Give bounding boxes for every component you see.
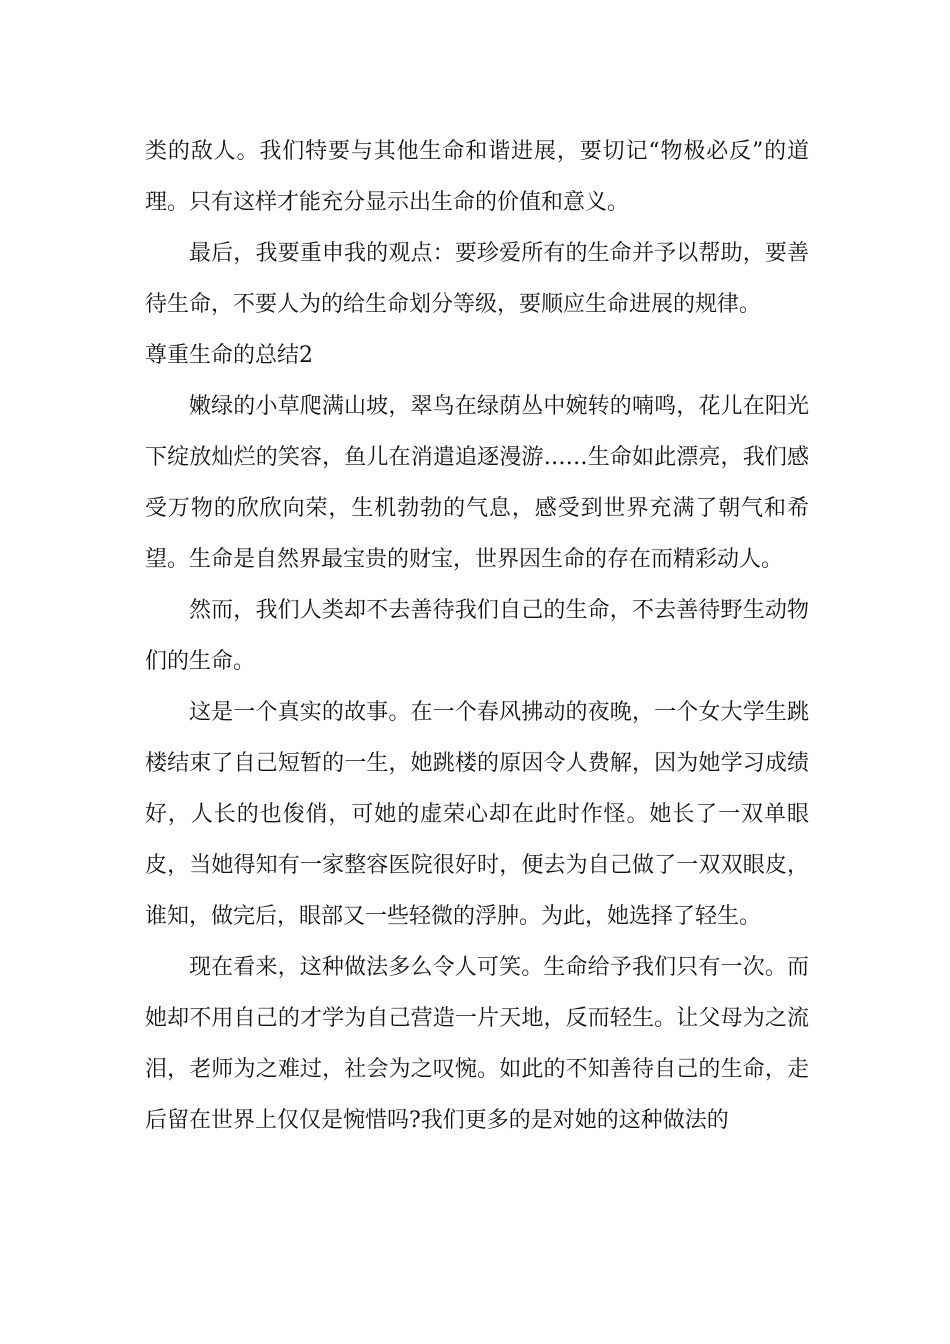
paragraph-however: 然而，我们人类却不去善待我们自己的生命，不去善待野生动物们的生命。 [145,598,809,674]
document-body [145,126,809,1146]
paragraph-nature: 嫩绿的小草爬满山坡，翠鸟在绿荫丛中婉转的喃鸣，花儿在阳光下绽放灿烂的笑容，鱼儿在消遣追逐漫游……生命如此漂亮，我们感受万物的欣欣向荣，生机勃勃的气息，感受到世界充满了朝气和希望。生命是自然界最宝贵的财宝，世界因生命的存在而精彩动人。 [145,394,809,572]
paragraph-continuation: 类的敌人。我们特要与其他生命和谐进展，要切记“物极必反”的道理。只有这样才能充分显示出生命的价值和意义。 [145,139,809,215]
section-heading: 尊重生命的总结2 [145,343,313,368]
paragraph-reflection: 现在看来，这种做法多么令人可笑。生命给予我们只有一次。而她却不用自己的才学为自己营造一片天地，反而轻生。让父母为之流泪，老师为之难过，社会为之叹惋。如此的不知善待自己的生命，走后留在世界上仅仅是惋惜吗?我们更多的是对她的这种做法的 [145,955,809,1133]
paragraph-conclusion: 最后，我要重申我的观点：要珍爱所有的生命并予以帮助，要善待生命，不要人为的给生命划分等级，要顺应生命进展的规律。 [145,241,809,317]
paragraph-story: 这是一个真实的故事。在一个春风拂动的夜晚，一个女大学生跳楼结束了自己短暂的一生，她跳楼的原因令人费解，因为她学习成绩好，人长的也俊俏，可她的虚荣心却在此时作怪。她长了一双单眼皮，当她得知有一家整容医院很好时，便去为自己做了一双双眼皮，谁知，做完后，眼部又一些轻微的浮肿。为此，她选择了轻生。 [145,700,809,929]
